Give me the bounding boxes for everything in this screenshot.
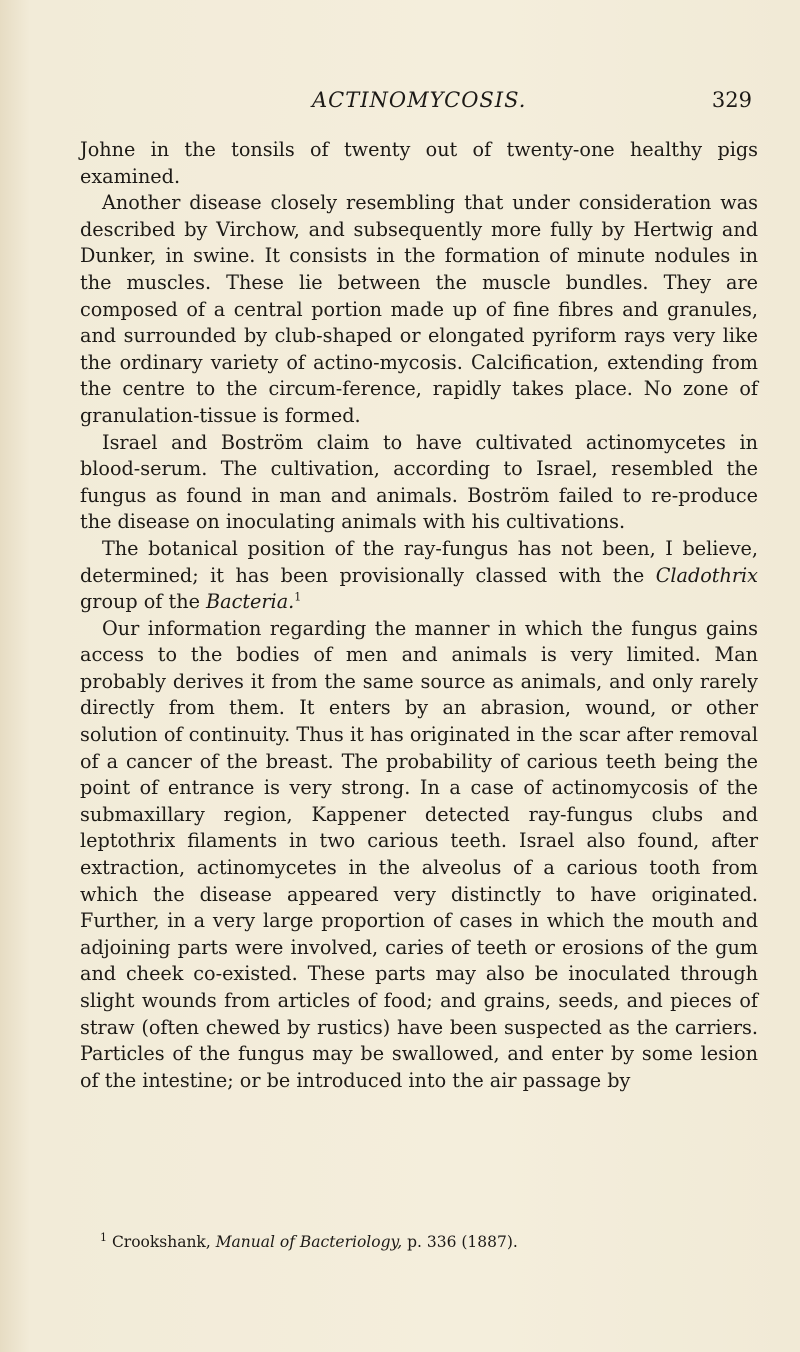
paragraph-botanical-position	[80, 536, 758, 616]
footnote-details: p. 336 (1887).	[407, 1233, 518, 1251]
footnote-title: Manual of Bacteriology,	[215, 1233, 403, 1251]
paragraph-virchow: Another disease closely resembling that under consideration was described by Virchow, and subsequently more fully by Hertwig and Dunker, in swine. It consists in the formation of minute nodules in the muscles. These lie between the muscle bundles. They are composed of a central portion made up of fine fibres and granules, and surrounded by club-shaped or elongated pyriform rays very like the ordinary variety of actino-mycosis. Calcification, extending from the centre to the circum-ference, rapidly takes place. No zone of granulation-tissue is formed.	[80, 191, 758, 427]
footnote-reference: 1	[294, 590, 302, 604]
botanical-text: The botanical position of the ray-fungus has not been, I believe, determined; it has been provisionally classed with the	[80, 536, 758, 587]
group-bacteria: Bacteria.	[206, 590, 295, 614]
footnote-mark: 1	[100, 1230, 107, 1244]
paragraph-johne: Johne in the tonsils of twenty out of twenty-one healthy pigs examined.	[80, 138, 758, 188]
footnote-author: Crookshank,	[111, 1233, 211, 1251]
running-title: ACTINOMYCOSIS.	[312, 88, 527, 112]
page-header	[80, 88, 758, 118]
paragraph-infection-route: Our information regarding the manner in which the fungus gains access to the bodies of men and animals is very limited. Man probably derives it from the same source as animals, and only rarely directly from them. It enters by an abrasion, wound, or other solution of continuity. Thus it has originated in the scar after removal of a cancer of the breast. The probability of carious teeth being the point of entrance is very strong. In a case of actinomycosis of the submaxillary region, Kappener detected ray-fungus clubs and leptothrix filaments in two carious teeth. Israel also found, after extraction, actinomycetes in the alveolus of a carious tooth from which the disease appeared very distinctly to have originated. Further, in a very large proportion of cases in which the mouth and adjoining parts were involved, caries of teeth or erosions of the gum and cheek co-existed. These parts may also be inoculated through slight wounds from articles of food; and grains, seeds, and pieces of straw (often chewed by rustics) have been suspected as the carriers. Particles of the fungus may be swallowed, and enter by some lesion of the intestine; or be introduced into the air passage by	[80, 616, 758, 1092]
botanical-middle: group of the	[80, 590, 200, 614]
page-number: 329	[711, 88, 752, 112]
paragraph-israel-bostrom: Israel and Boström claim to have cultivated actinomycetes in blood-serum. The cultivation, according to Israel, resembled the fungus as found in man and animals. Boström failed to re-produce the disease on inoculating animals with his cultivations.	[80, 430, 758, 534]
genus-cladothrix: Cladothrix	[655, 563, 758, 587]
body-text	[80, 137, 758, 1094]
footnote	[100, 1232, 758, 1252]
